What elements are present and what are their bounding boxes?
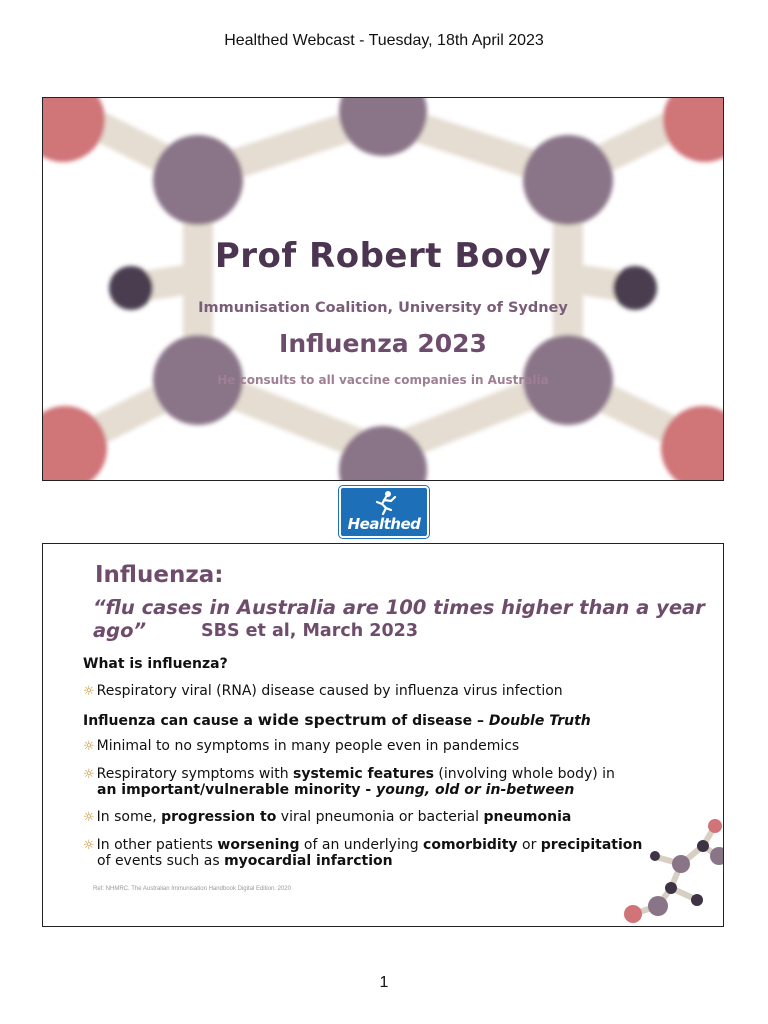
- slide-quote: “flu cases in Australia are 100 times higher than a year ago”: [93, 596, 705, 642]
- page-number: 1: [379, 974, 389, 991]
- bullet-continuation: an important/vulnerable minority - young, old or in-between: [97, 782, 575, 798]
- sun-bullet-icon: ☼: [83, 739, 95, 754]
- speaker-affiliation: Immunisation Coalition, University of Sydney: [198, 300, 568, 316]
- logo-text: Healthed: [347, 515, 421, 533]
- disclosure-text: He consults to all vaccine companies in Australia: [217, 373, 549, 387]
- reference-note: Ref: NHMRC. The Australian Immunisation Handbook Digital Edition. 2020: [93, 886, 291, 892]
- runner-figure-icon: [373, 490, 399, 516]
- bullet-continuation: of events such as myocardial infarction: [97, 853, 393, 869]
- sun-bullet-icon: ☼: [83, 684, 95, 699]
- talk-topic: Influenza 2023: [279, 329, 487, 358]
- content-slide: [42, 543, 724, 927]
- question-heading: What is influenza?: [83, 656, 228, 672]
- bullet-item: ☼ Respiratory symptoms with systemic features (involving whole body) in: [83, 766, 615, 782]
- molecule-background: [43, 98, 724, 481]
- bullet-item: ☼ Minimal to no symptoms in many people even in pandemics: [83, 738, 520, 754]
- title-slide: [42, 97, 724, 481]
- speaker-name: Prof Robert Booy: [214, 236, 552, 276]
- sun-bullet-icon: ☼: [83, 810, 95, 825]
- sun-bullet-icon: ☼: [83, 838, 95, 853]
- healthed-logo: [339, 486, 429, 538]
- page-header: Healthed Webcast - Tuesday, 18th April 2023: [224, 32, 544, 49]
- molecule-corner-decoration: [593, 816, 723, 926]
- quote-source: SBS et al, March 2023: [201, 621, 418, 641]
- bullet-item: ☼ In some, progression to viral pneumonia or bacterial pneumonia: [83, 809, 572, 825]
- sun-bullet-icon: ☼: [83, 767, 95, 782]
- bullet-item: ☼ In other patients worsening of an underlying comorbidity or precipitation: [83, 837, 643, 853]
- slide-heading: Influenza:: [95, 562, 224, 588]
- spectrum-heading: Influenza can cause a wide spectrum of disease – Double Truth: [83, 711, 591, 729]
- bullet-item: ☼ Respiratory viral (RNA) disease caused by influenza virus infection: [83, 683, 563, 699]
